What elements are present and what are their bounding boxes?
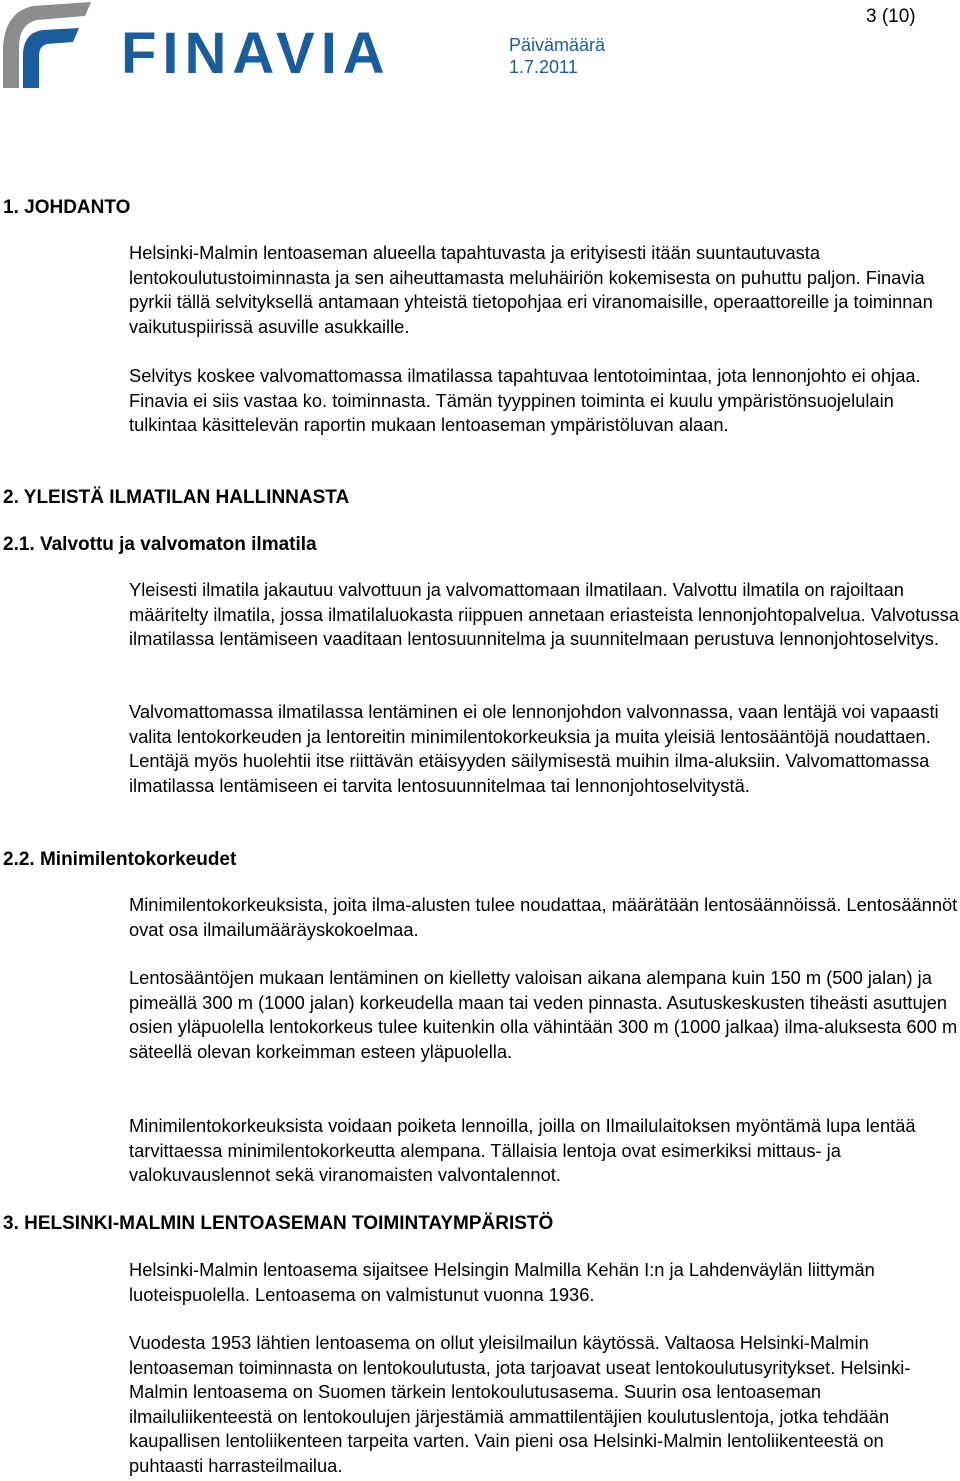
section-3-paragraph-2: Vuodesta 1953 lähtien lentoasema on ollut yleisilmailun käytössä. Valtaosa Helsinki-Malmin lentoaseman toiminnasta on lentokoulutusta, jota tarjoavat useat lentokoulutusyritykset. Helsinki-Malmin lentoasema on Suomen tärkein lentokoulutusasema. Suurin osa lentoaseman ilmailuliikenteestä on lentokoulujen järjestämiä ammattilentäjien koulutuslentoja, jotka tehdään kaupallisen lentoliikenteen tarpeita varten. Vain pieni osa Helsinki-Malmin lentoliikenteestä on puhtaasti harrasteilmailua. [129, 1332, 911, 1476]
date-value: 1.7.2011 [509, 57, 578, 77]
finavia-logo [3, 2, 393, 92]
page-header [0, 0, 960, 110]
section-2-1-heading: 2.1. Valvottu ja valvomaton ilmatila [3, 534, 317, 555]
section-2-1-paragraph-2: Valvomattomassa ilmatilassa lentäminen ei ole lennonjohdon valvonnassa, vaan lentäjä voi vapaasti valita lentokorkeuden ja lentoreitin minimilentokorkeuksia ja muita yleisiä lentosääntöjä noudattaen. Lentäjä myös huolehtii itse riittävän etäisyyden säilymisestä muihin ilma-aluksiin. Valvomattomassa ilmatilassa lentämiseen ei tarvita lentosuunnitelmaa tai lennonjohtoselvitystä. [129, 701, 939, 796]
section-2-heading: 2. YLEISTÄ ILMATILAN HALLINNASTA [3, 487, 350, 508]
section-2-2-heading: 2.2. Minimilentokorkeudet [3, 849, 237, 870]
section-3-heading: 3. HELSINKI-MALMIN LENTOASEMAN TOIMINTAYMPÄRISTÖ [3, 1213, 554, 1234]
date-label: Päivämäärä [509, 35, 606, 55]
section-1-heading: 1. JOHDANTO [3, 197, 131, 218]
section-2-2-paragraph-3: Minimilentokorkeuksista voidaan poiketa lennoilla, joilla on Ilmailulaitoksen myöntämä lupa lentää tarvittaessa minimilentokorkeutta alempana. Tällaisia lentoja ovat esimerkiksi mittaus- ja valokuvauslennot sekä viranomaisten valvontalennot. [129, 1115, 916, 1186]
section-2-1-paragraph-1: Yleisesti ilmatila jakautuu valvottuun ja valvomattomaan ilmatilaan. Valvottu ilmatila on rajoiltaan määritelty ilmatila, jossa ilmatilaluokasta riippuen annetaan eriasteista lennonjohtopalvelua. Valvotussa ilmatilassa lentämiseen vaaditaan lentosuunnitelma ja suunnitelmaan perustuva lennonjohtoselvitys. [129, 579, 959, 650]
section-1-paragraph-2: Selvitys koskee valvomattomassa ilmatilassa tapahtuvaa lentotoimintaa, jota lennonjohto ei ohjaa. Finavia ei siis vastaa ko. toiminnasta. Tämän tyyppinen toiminta ei kuulu ympäristönsuojelulain tulkintaa käsittelevän raportin mukaan lentoaseman ympäristöluvan alaan. [129, 365, 921, 436]
section-2-2-paragraph-1: Minimilentokorkeuksista, joita ilma-alusten tulee noudattaa, määrätään lentosäännöissä. Lentosäännöt ovat osa ilmailumääräyskokoelmaa. [129, 894, 958, 940]
section-1-paragraph-1: Helsinki-Malmin lentoaseman alueella tapahtuvasta ja erityisesti itään suuntautuvasta lentokoulutustoiminnasta ja sen aiheuttamasta meluhäiriön kokemisesta on puhuttu paljon. Finavia pyrkii tällä selvityksellä antamaan yhteistä tietopohjaa eri viranomaisille, operaattoreille ja toiminnan vaikutuspiirissä asuville asukkaille. [129, 242, 933, 337]
section-2-2-paragraph-2: Lentosääntöjen mukaan lentäminen on kielletty valoisan aikana alempana kuin 150 m (500 jalan) ja pimeällä 300 m (1000 jalan) korkeudella maan tai veden pinnasta. Asutuskeskusten tiheästi asuttujen osien yläpuolella lentokorkeus tulee kuitenkin olla vähintään 300 m (1000 jalkaa) ilma-aluksesta 600 m säteellä olevan korkeimman esteen yläpuolella. [129, 967, 958, 1062]
page-number: 3 (10) [866, 6, 916, 27]
logo-wordmark: FINAVIA [121, 21, 391, 86]
section-3-paragraph-1: Helsinki-Malmin lentoasema sijaitsee Helsingin Malmilla Kehän I:n ja Lahdenväylän liittymän luoteispuolella. Lentoasema on valmistunut vuonna 1936. [129, 1259, 875, 1305]
